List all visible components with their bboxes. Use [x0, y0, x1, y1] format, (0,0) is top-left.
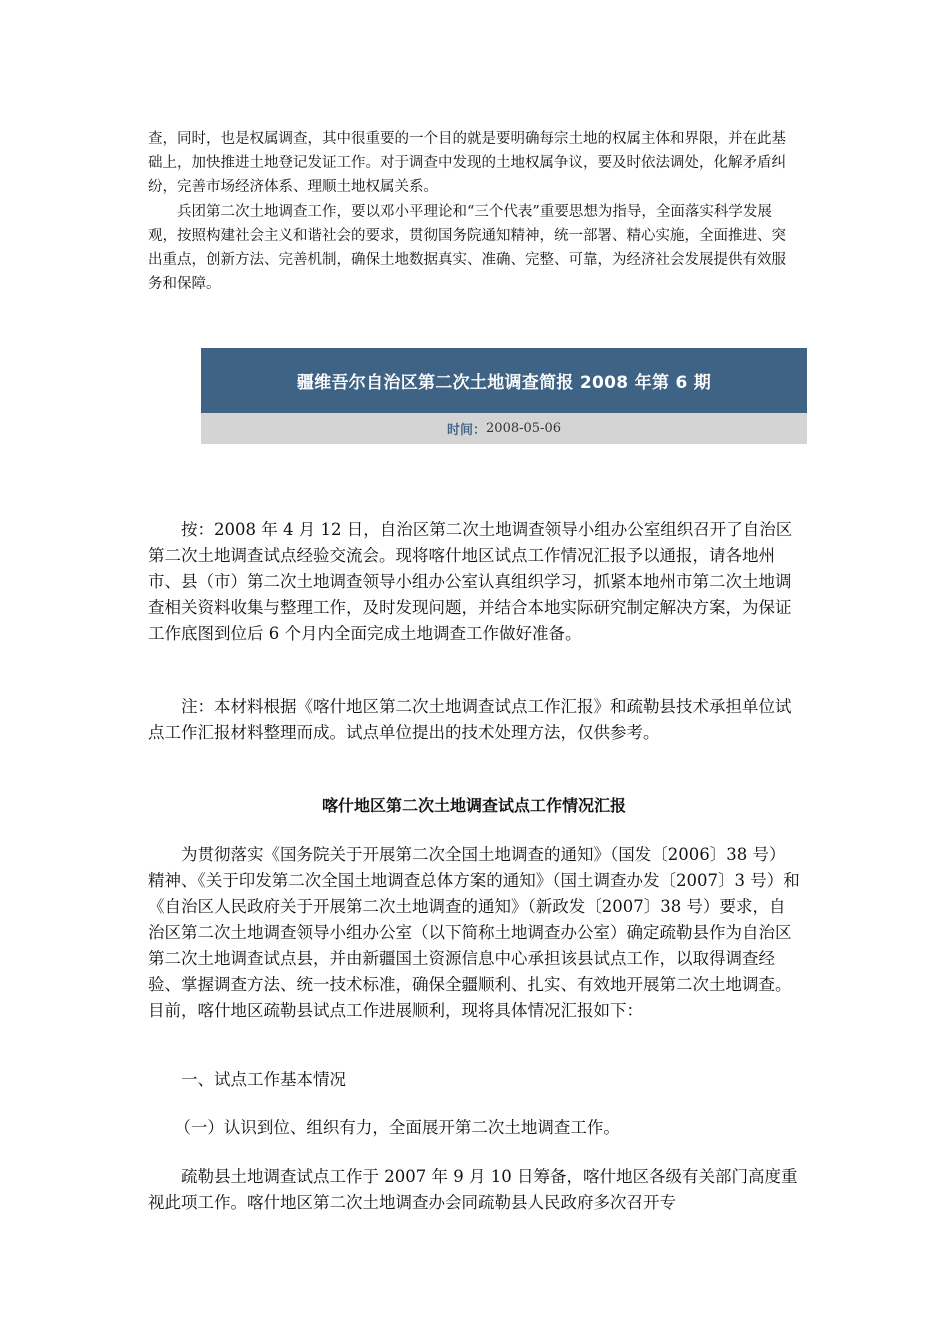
time-label: 时间：: [447, 423, 487, 438]
editor-note: 按：2008 年 4 月 12 日，自治区第二次土地调查领导小组办公室组织召开了自治区第二次土地调查试点经验交流会。现将喀什地区试点工作情况汇报予以通报，请各地州市、县（市）第二次土地调查领导小组办公室认真组织学习，抓紧本地州市第二次土地调查相关资料收集与整理工作，及时发现问题，并结合本地实际研究制定解决方案，为保证工作底图到位后 6 个月内全面完成土地调查工作做好准备。: [148, 520, 793, 643]
report-paragraph-2: 疏勒县土地调查试点工作于 2007 年 9 月 10 日筹备，喀什地区各级有关部门高度重视此项工作。喀什地区第二次土地调查办会同疏勒县人民政府多次召开专: [148, 1167, 798, 1212]
time-value: 2008-05-06: [486, 421, 561, 436]
source-note: 注：本材料根据《喀什地区第二次土地调查试点工作汇报》和疏勒县技术承担单位试点工作汇报材料整理而成。试点单位提出的技术处理方法，仅供参考。: [148, 697, 792, 742]
bulletin-date: [201, 413, 807, 444]
bulletin-title: 疆维吾尔自治区第二次土地调查简报 2008 年第 6 期: [201, 348, 807, 413]
intro-paragraph-1: 查，同时，也是权属调查，其中很重要的一个目的就是要明确每宗土地的权属主体和界限，并在此基础上，加快推进土地登记发证工作。对于调查中发现的土地权属争议，要及时依法调处，化解矛盾纠纷，完善市场经济体系、理顺土地权属关系。: [148, 131, 786, 195]
bulletin-banner: [201, 348, 807, 444]
report-paragraph-1: 为贯彻落实《国务院关于开展第二次全国土地调查的通知》（国发〔2006〕38 号）精神、《关于印发第二次全国土地调查总体方案的通知》（国土调查办发〔2007〕3 号）和《自治区人民政府关于开展第二次土地调查的通知》（新政发〔2007〕38 号）要求，自治区第二次土地调查领导小组办公室（以下简称土地调查办公室）确定疏勒县作为自治区第二次土地调查试点县，并由新疆国土资源信息中心承担该县试点工作，以取得调查经验、掌握调查方法、统一技术标准，确保全疆顺利、扎实、有效地开展第二次土地调查。目前，喀什地区疏勒县试点工作进展顺利，现将具体情况汇报如下：: [148, 845, 800, 1020]
section-heading-1: 一、试点工作基本情况: [181, 1070, 346, 1089]
section-heading-2: （一）认识到位、组织有力，全面展开第二次土地调查工作。: [174, 1118, 620, 1137]
report-title: 喀什地区第二次土地调查试点工作情况汇报: [321, 796, 626, 815]
intro-paragraph-2: 兵团第二次土地调查工作，要以邓小平理论和“三个代表”重要思想为指导，全面落实科学发展观，按照构建社会主义和谐社会的要求，贯彻国务院通知精神，统一部署、精心实施，全面推进、突出重点，创新方法、完善机制，确保土地数据真实、准确、完整、可靠，为经济社会发展提供有效服务和保障。: [148, 204, 786, 292]
